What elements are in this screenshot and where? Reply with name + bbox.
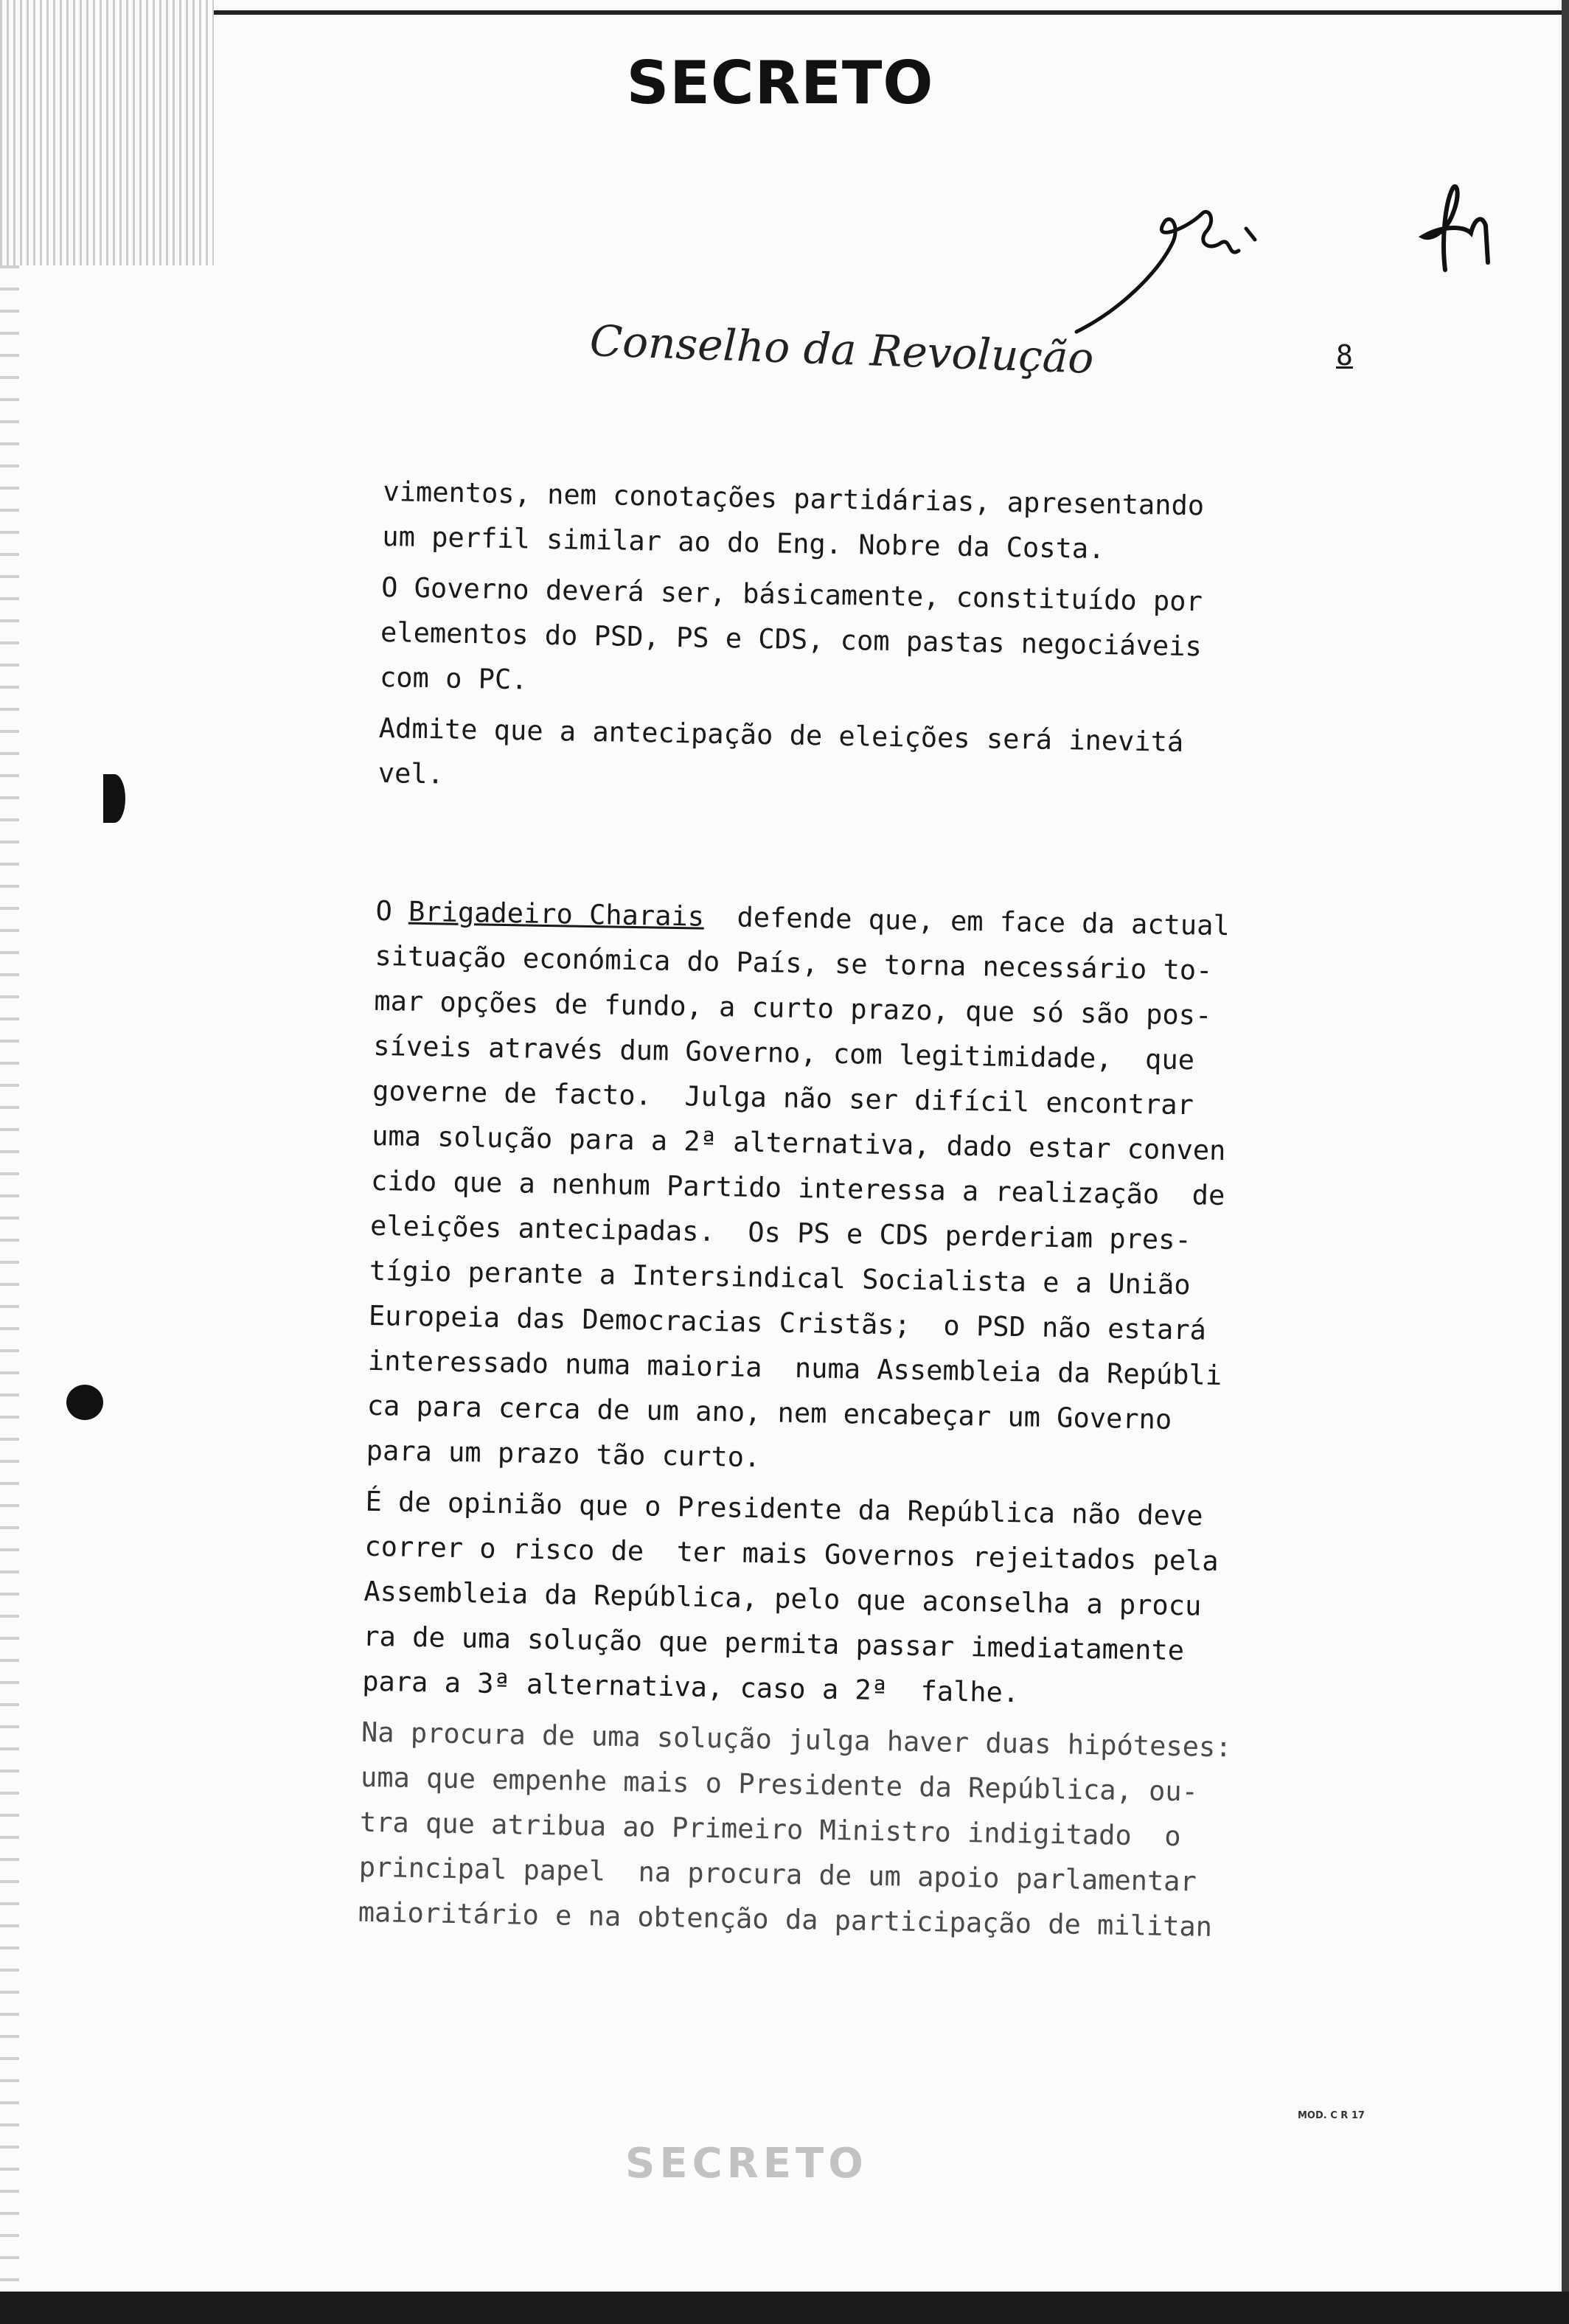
scan-artifact-top-rule [214,10,1563,15]
text-line: correr o risco de ter mais Governos rejeitados pela [364,1530,1220,1577]
text-line: Admite que a antecipação de eleições será inevitá [378,712,1184,758]
paragraph [382,469,1379,577]
text-line: Europeia das Democracias Cristãs; o PSD não estará [368,1299,1207,1346]
form-code: MOD. C R 17 [1298,2110,1365,2121]
text-line: tra que atribua ao Primeiro Ministro indigitado o [359,1806,1181,1853]
scan-artifact-left-edge [0,265,19,2315]
handwritten-initials [1401,174,1511,285]
text-line: eleições antecipadas. Os PS e CDS perderiam pres- [369,1209,1192,1256]
text-line: O Governo deverá ser, básicamente, constituído por [380,571,1203,618]
page-number: 8 [1336,339,1353,372]
handwritten-signature [1062,199,1298,347]
text-line: uma solução para a 2ª alternativa, dado estar conven [371,1119,1226,1167]
text-line: Assembleia da República, pelo que aconselha a procu [363,1575,1202,1622]
letterhead-title: Conselho da Revolução [588,316,1095,383]
paragraph [378,706,1374,813]
text-line: principal papel na procura de um apoio parlamentar [358,1851,1197,1898]
text-line: tígio perante a Intersindical Socialista e a União [369,1254,1191,1301]
scan-artifact-right-edge [1562,0,1569,2324]
text-line: vel. [378,756,445,790]
classification-stamp: SECRETO [626,49,934,117]
text-line: um perfil similar ao do Eng. Nobre da Costa. [382,520,1105,566]
text-line: para a 3ª alternativa, caso a 2ª falhe. [361,1665,1020,1709]
text-line: É de opinião que o Presidente da República não deve [365,1485,1203,1532]
text-line: situação económica do País, se torna necessário to- [375,939,1213,987]
text-line: Na procura de uma solução julga haver duas hipóteses: [361,1716,1232,1764]
text-line: interessado numa maioria numa Assembleia da Repúbli [367,1344,1222,1392]
text-line: uma que empenhe mais o Presidente da República, ou- [360,1761,1199,1808]
scan-artifact-bottom-band [0,2292,1569,2324]
text-line: ra de uma solução que permita passar imediatamente [362,1620,1185,1667]
faint-classification-stamp: SECRETO [625,2140,868,2188]
text-line: vimentos, nem conotações partidárias, apresentando [383,475,1205,522]
text-line: síveis através dum Governo, com legitimidade, que [372,1029,1195,1076]
punch-hole-upper [103,774,125,823]
text-line: com o PC. [379,661,528,696]
underlined-name: Brigadeiro Charais [408,895,705,933]
paragraph [362,1479,1361,1722]
document-body [358,469,1378,1952]
text-line: maioritário e na obtenção da participação de militan [358,1896,1213,1943]
text-line: para um prazo tão curto. [366,1434,761,1474]
text-line: ca para cerca de um ano, nem encabeçar um Governo [366,1389,1172,1436]
paragraph [358,1710,1357,1952]
text-line: cido que a nenhum Partido interessa a realização de [370,1164,1225,1212]
scan-artifact-left-smudge [0,0,214,265]
punch-hole-lower [66,1385,103,1420]
text-line: governe de facto. Julga não ser difícil encontrar [372,1074,1194,1121]
paragraph: O Brigadeiro Charais defende que, em face da actual situação económica do País, se torna necessário to- mar opções de fundo, a curto prazo, que só são pos- síveis através dum Governo, com legitimidade, que governe de facto. Julga não ser difícil encontrar uma solução para a 2ª alternativa, dado estar conven cido que a nenhum Partido interessa a realização de eleições antecipadas. Os PS e CDS perderiam pres- tígio perante a Intersindical Socialista e a União Europeia das Democracias Cristãs; o PSD não estará interessado numa maioria numa Assembleia da Repúbli ca para cerca de um ano, nem encabeçar um Governo para um prazo tão curto. [366,894,1231,1474]
text-line: mar opções de fundo, a curto prazo, que só são pos- [374,984,1212,1031]
paragraph [380,565,1377,717]
text-line: elementos do PSD, PS e CDS, com pastas negociáveis [380,616,1203,663]
